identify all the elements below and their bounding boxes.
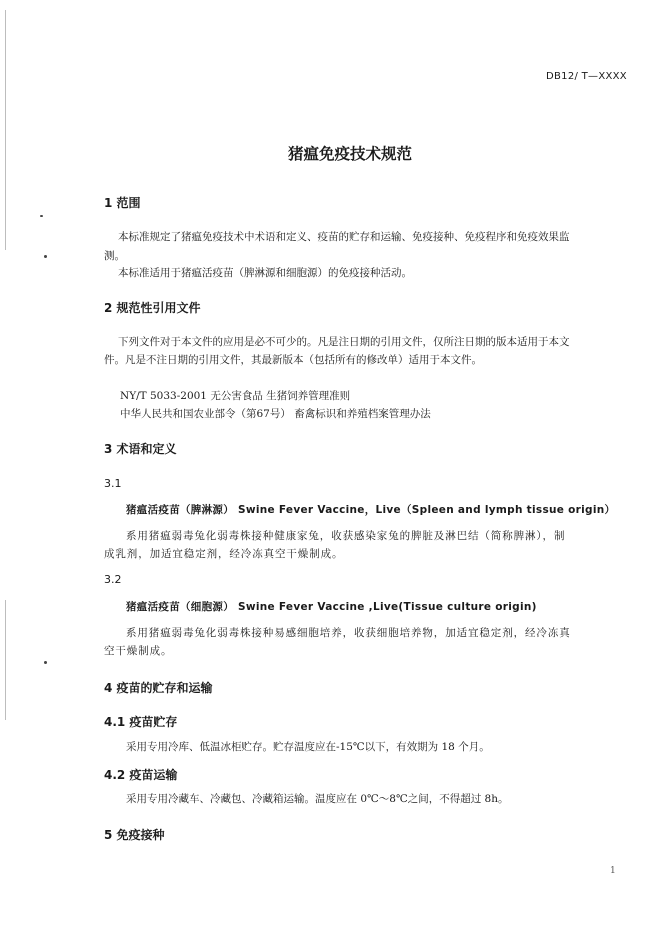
section-2-heading: 2 规范性引用文件 bbox=[104, 301, 201, 315]
subsection-4-2-text: 采用专用冷藏车、冷藏包、冷藏箱运输。温度应在 0℃～8℃之间，不得超过 8h。 bbox=[126, 793, 509, 805]
section-3-heading: 3 术语和定义 bbox=[104, 442, 177, 456]
scan-edge-line bbox=[5, 10, 6, 250]
scan-speck bbox=[40, 215, 43, 217]
page-title: 猪瘟免疫技术规范 bbox=[288, 145, 413, 163]
reference-2: 中华人民共和国农业部令（第67号） 畜禽标识和养殖档案管理办法 bbox=[120, 408, 431, 420]
reference-1: NY/T 5033-2001 无公害食品 生猪饲养管理准则 bbox=[120, 390, 351, 402]
section-2-paragraph-line-2: 件。凡是不注日期的引用文件，其最新版本（包括所有的修改单）适用于本文件。 bbox=[104, 354, 482, 366]
definition-3-1-line-2: 成乳剂，加适宜稳定剂，经冷冻真空干燥制成。 bbox=[104, 548, 344, 560]
definition-3-2-line-1: 系用猪瘟弱毒兔化弱毒株接种易感细胞培养，收获细胞培养物，加适宜稳定剂，经冷冻真 bbox=[126, 627, 571, 639]
section-2-paragraph-line-1: 下列文件对于本文件的应用是必不可少的。凡是注日期的引用文件，仅所注日期的版本适用于本文 bbox=[118, 336, 570, 348]
subsection-4-2-heading: 4.2 疫苗运输 bbox=[104, 768, 178, 782]
scan-edge-line bbox=[5, 600, 6, 720]
section-1-paragraph-2: 本标准适用于猪瘟活疫苗（脾淋源和细胞源）的免疫接种活动。 bbox=[118, 267, 412, 279]
term-3-2: 猪瘟活疫苗（细胞源） Swine Fever Vaccine ,Live(Tissue culture origin) bbox=[126, 601, 537, 613]
scan-speck bbox=[44, 255, 47, 258]
subsection-3-2-number: 3.2 bbox=[104, 573, 122, 586]
section-1-paragraph-1-line-2: 测。 bbox=[104, 250, 125, 262]
scan-speck bbox=[44, 661, 47, 664]
document-code: DB12/ T—XXXX bbox=[546, 71, 627, 82]
section-5-heading: 5 免疫接种 bbox=[104, 828, 165, 842]
definition-3-2-line-2: 空干燥制成。 bbox=[104, 645, 173, 657]
section-1-heading: 1 范围 bbox=[104, 196, 141, 210]
definition-3-1-line-1: 系用猪瘟弱毒兔化弱毒株接种健康家兔，收获感染家兔的脾脏及淋巴结（简称脾淋），制 bbox=[126, 530, 566, 542]
section-1-paragraph-1-line-1: 本标准规定了猪瘟免疫技术中术语和定义、疫苗的贮存和运输、免疫接种、免疫程序和免疫效果监 bbox=[118, 231, 570, 243]
page-number: 1 bbox=[610, 866, 616, 876]
subsection-4-1-text: 采用专用冷库、低温冰柜贮存。贮存温度应在-15℃以下，有效期为 18 个月。 bbox=[126, 741, 490, 753]
term-3-1: 猪瘟活疫苗（脾淋源） Swine Fever Vaccine，Live（Spleen and lymph tissue origin） bbox=[126, 504, 616, 516]
section-4-heading: 4 疫苗的贮存和运输 bbox=[104, 681, 213, 695]
subsection-4-1-heading: 4.1 疫苗贮存 bbox=[104, 715, 178, 729]
subsection-3-1-number: 3.1 bbox=[104, 477, 122, 490]
